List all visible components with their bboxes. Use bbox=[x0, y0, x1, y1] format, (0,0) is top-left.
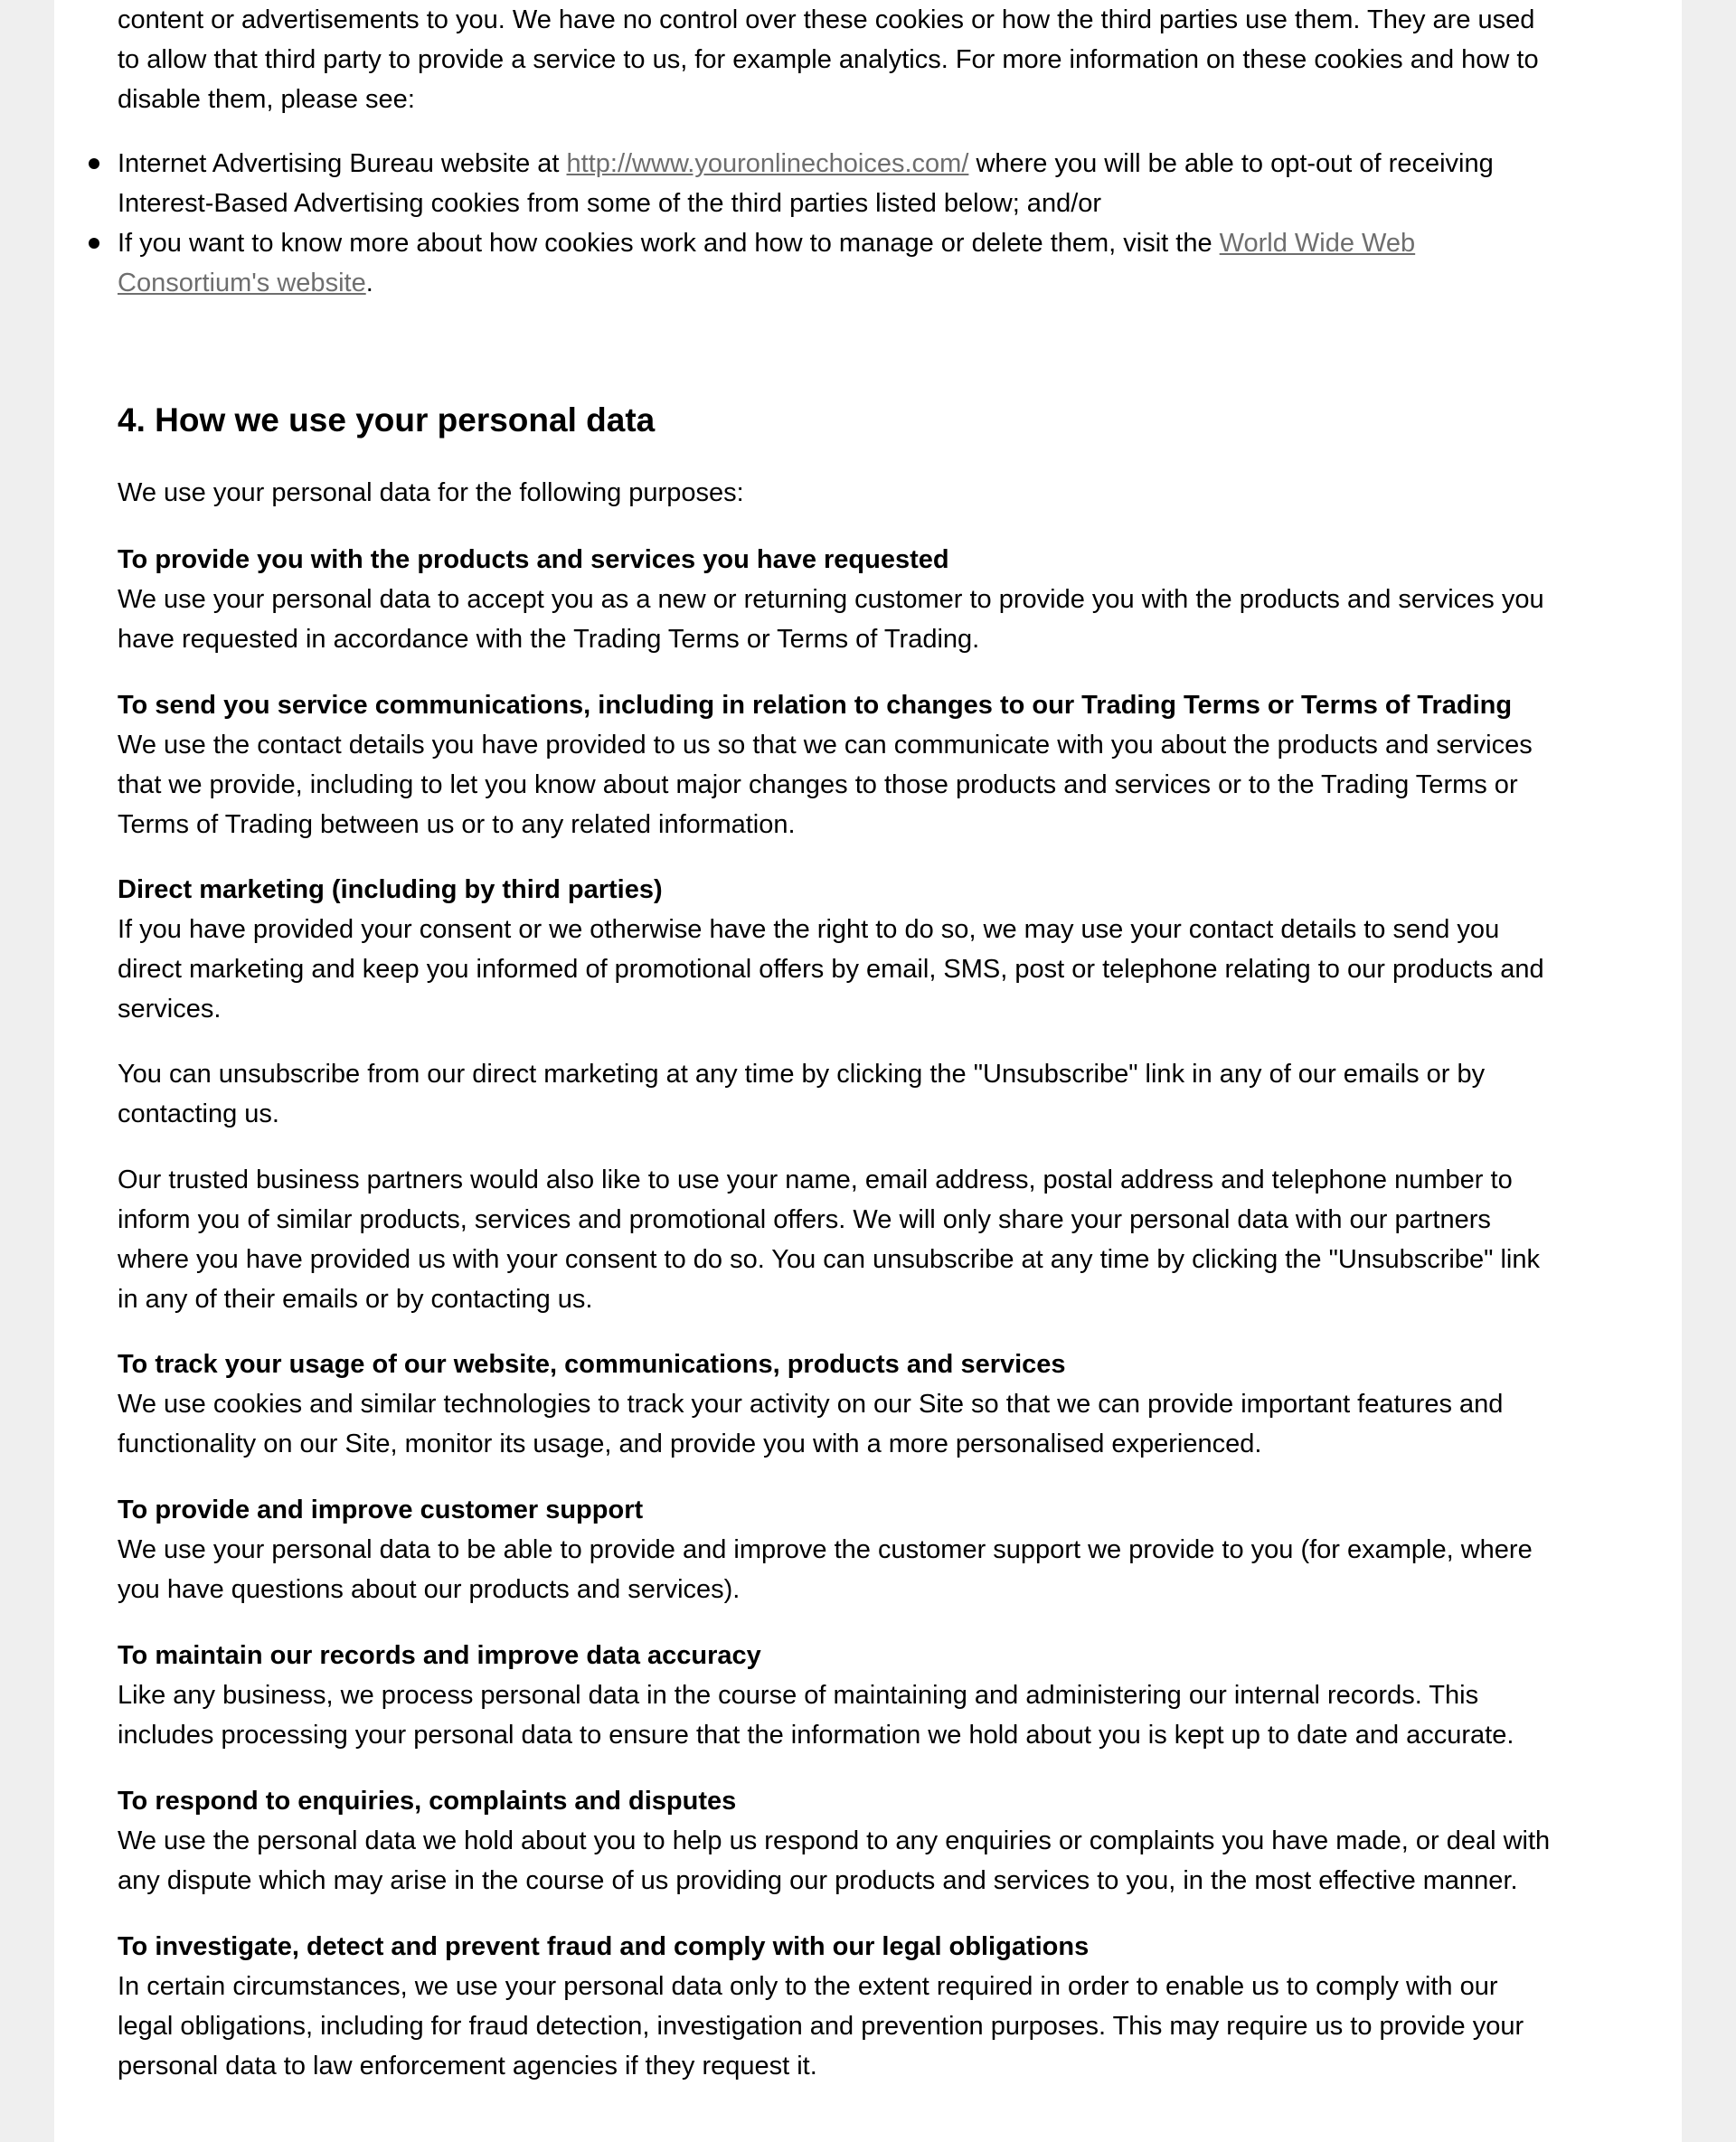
purpose-block: To provide and improve customer support We use your personal data to be able to provide and improve the customer support we provide to you (for example, where you have questions about our products and services). bbox=[118, 1490, 1618, 1609]
purpose-block: To maintain our records and improve data accuracy Like any business, we process personal data in the course of maintaining and administering our internal records. This includes processing your personal data to ensure that the information we hold about you is kept up to date and accurate. bbox=[118, 1636, 1618, 1755]
purpose-title: To investigate, detect and prevent fraud and comply with our legal obligations bbox=[118, 1932, 1090, 1961]
intro-line: content or advertisements to you. We have no control over these cookies or how the third parties use them. They are used bbox=[118, 5, 1535, 34]
purpose-title: Direct marketing (including by third parties) bbox=[118, 875, 663, 904]
purpose-title: To track your usage of our website, communications, products and services bbox=[118, 1350, 1066, 1379]
w3c-website-link[interactable]: Consortium's website bbox=[118, 269, 366, 297]
purpose-title: To maintain our records and improve data accuracy bbox=[118, 1641, 761, 1670]
section-heading: 4. How we use your personal data bbox=[118, 401, 656, 439]
list-item: If you want to know more about how cookies work and how to manage or delete them, visit the World Wide Web Consortium's website. bbox=[118, 223, 1618, 303]
purpose-title: To send you service communications, including in relation to changes to our Trading Terms or Terms of Trading bbox=[118, 691, 1513, 720]
body-paragraph: You can unsubscribe from our direct marketing at any time by clicking the "Unsubscribe" link in any of our emails or by contacting us. bbox=[118, 1060, 1486, 1128]
intro-paragraph bbox=[118, 0, 1618, 119]
purpose-block: Direct marketing (including by third parties) If you have provided your consent or we otherwise have the right to do so, we may use your contact details to send you direct marketing and keep you informed of promotional offers by email, SMS, post or telephone relating to our products and services. bbox=[118, 870, 1618, 1029]
bullet-icon bbox=[89, 158, 99, 169]
w3c-website-link[interactable]: World Wide Web bbox=[1219, 229, 1416, 258]
purpose-block: To investigate, detect and prevent fraud and comply with our legal obligations In certain circumstances, we use your personal data only to the extent required in order to enable us to comply with our legal obligations, including for fraud detection, investigation and prevention purposes. This may require us to provide your personal data to law enforcement agencies if they request it. bbox=[118, 1927, 1618, 2086]
purpose-title: To respond to enquiries, complaints and disputes bbox=[118, 1787, 737, 1816]
purpose-block: To send you service communications, including in relation to changes to our Trading Terms or Terms of Trading We use the contact details you have provided to us so that we can communicate with you about the products and services that we provide, including to let you know about major changes to those products and services or to the Trading Terms or Terms of Trading between us or to any related information. bbox=[118, 685, 1618, 845]
bullet-icon bbox=[89, 238, 99, 249]
list-item: Internet Advertising Bureau website at http://www.youronlinechoices.com/ where you will be able to opt-out of receiving Interest-Based Advertising cookies from some of the third parties listed below; and/or bbox=[118, 144, 1618, 223]
purpose-block: To track your usage of our website, communications, products and services We use cookies and similar technologies to track your activity on our Site so that we can provide important features and functionality on our Site, monitor its usage, and provide you with a more personalised experienced. bbox=[118, 1345, 1618, 1464]
purpose-title: To provide you with the products and services you have requested bbox=[118, 545, 949, 574]
youronlinechoices-link[interactable]: http://www.youronlinechoices.com/ bbox=[566, 149, 969, 178]
body-paragraph: Our trusted business partners would also like to use your name, email address, postal address and telephone number to inform you of similar products, services and promotional offers. We will only share your personal data with our partners where you have provided us with your consent to do so. You can unsubscribe at any time by clicking the "Unsubscribe" link in any of their emails or by contacting us. bbox=[118, 1165, 1540, 1314]
intro-line: disable them, please see: bbox=[118, 85, 415, 114]
intro-line: to allow that third party to provide a service to us, for example analytics. For more information on these cookies and how to bbox=[118, 45, 1539, 74]
purpose-block: To provide you with the products and services you have requested We use your personal data to accept you as a new or returning customer to provide you with the products and services you have requested in accordance with the Trading Terms or Terms of Trading. bbox=[118, 540, 1618, 659]
purpose-block: To respond to enquiries, complaints and disputes We use the personal data we hold about you to help us respond to any enquiries or complaints you have made, or deal with any dispute which may arise in the course of us providing our products and services to you, in the most effective manner. bbox=[118, 1781, 1618, 1901]
cookie-links-list bbox=[118, 144, 1618, 303]
section-lead: We use your personal data for the following purposes: bbox=[118, 478, 744, 507]
purpose-title: To provide and improve customer support bbox=[118, 1496, 644, 1524]
